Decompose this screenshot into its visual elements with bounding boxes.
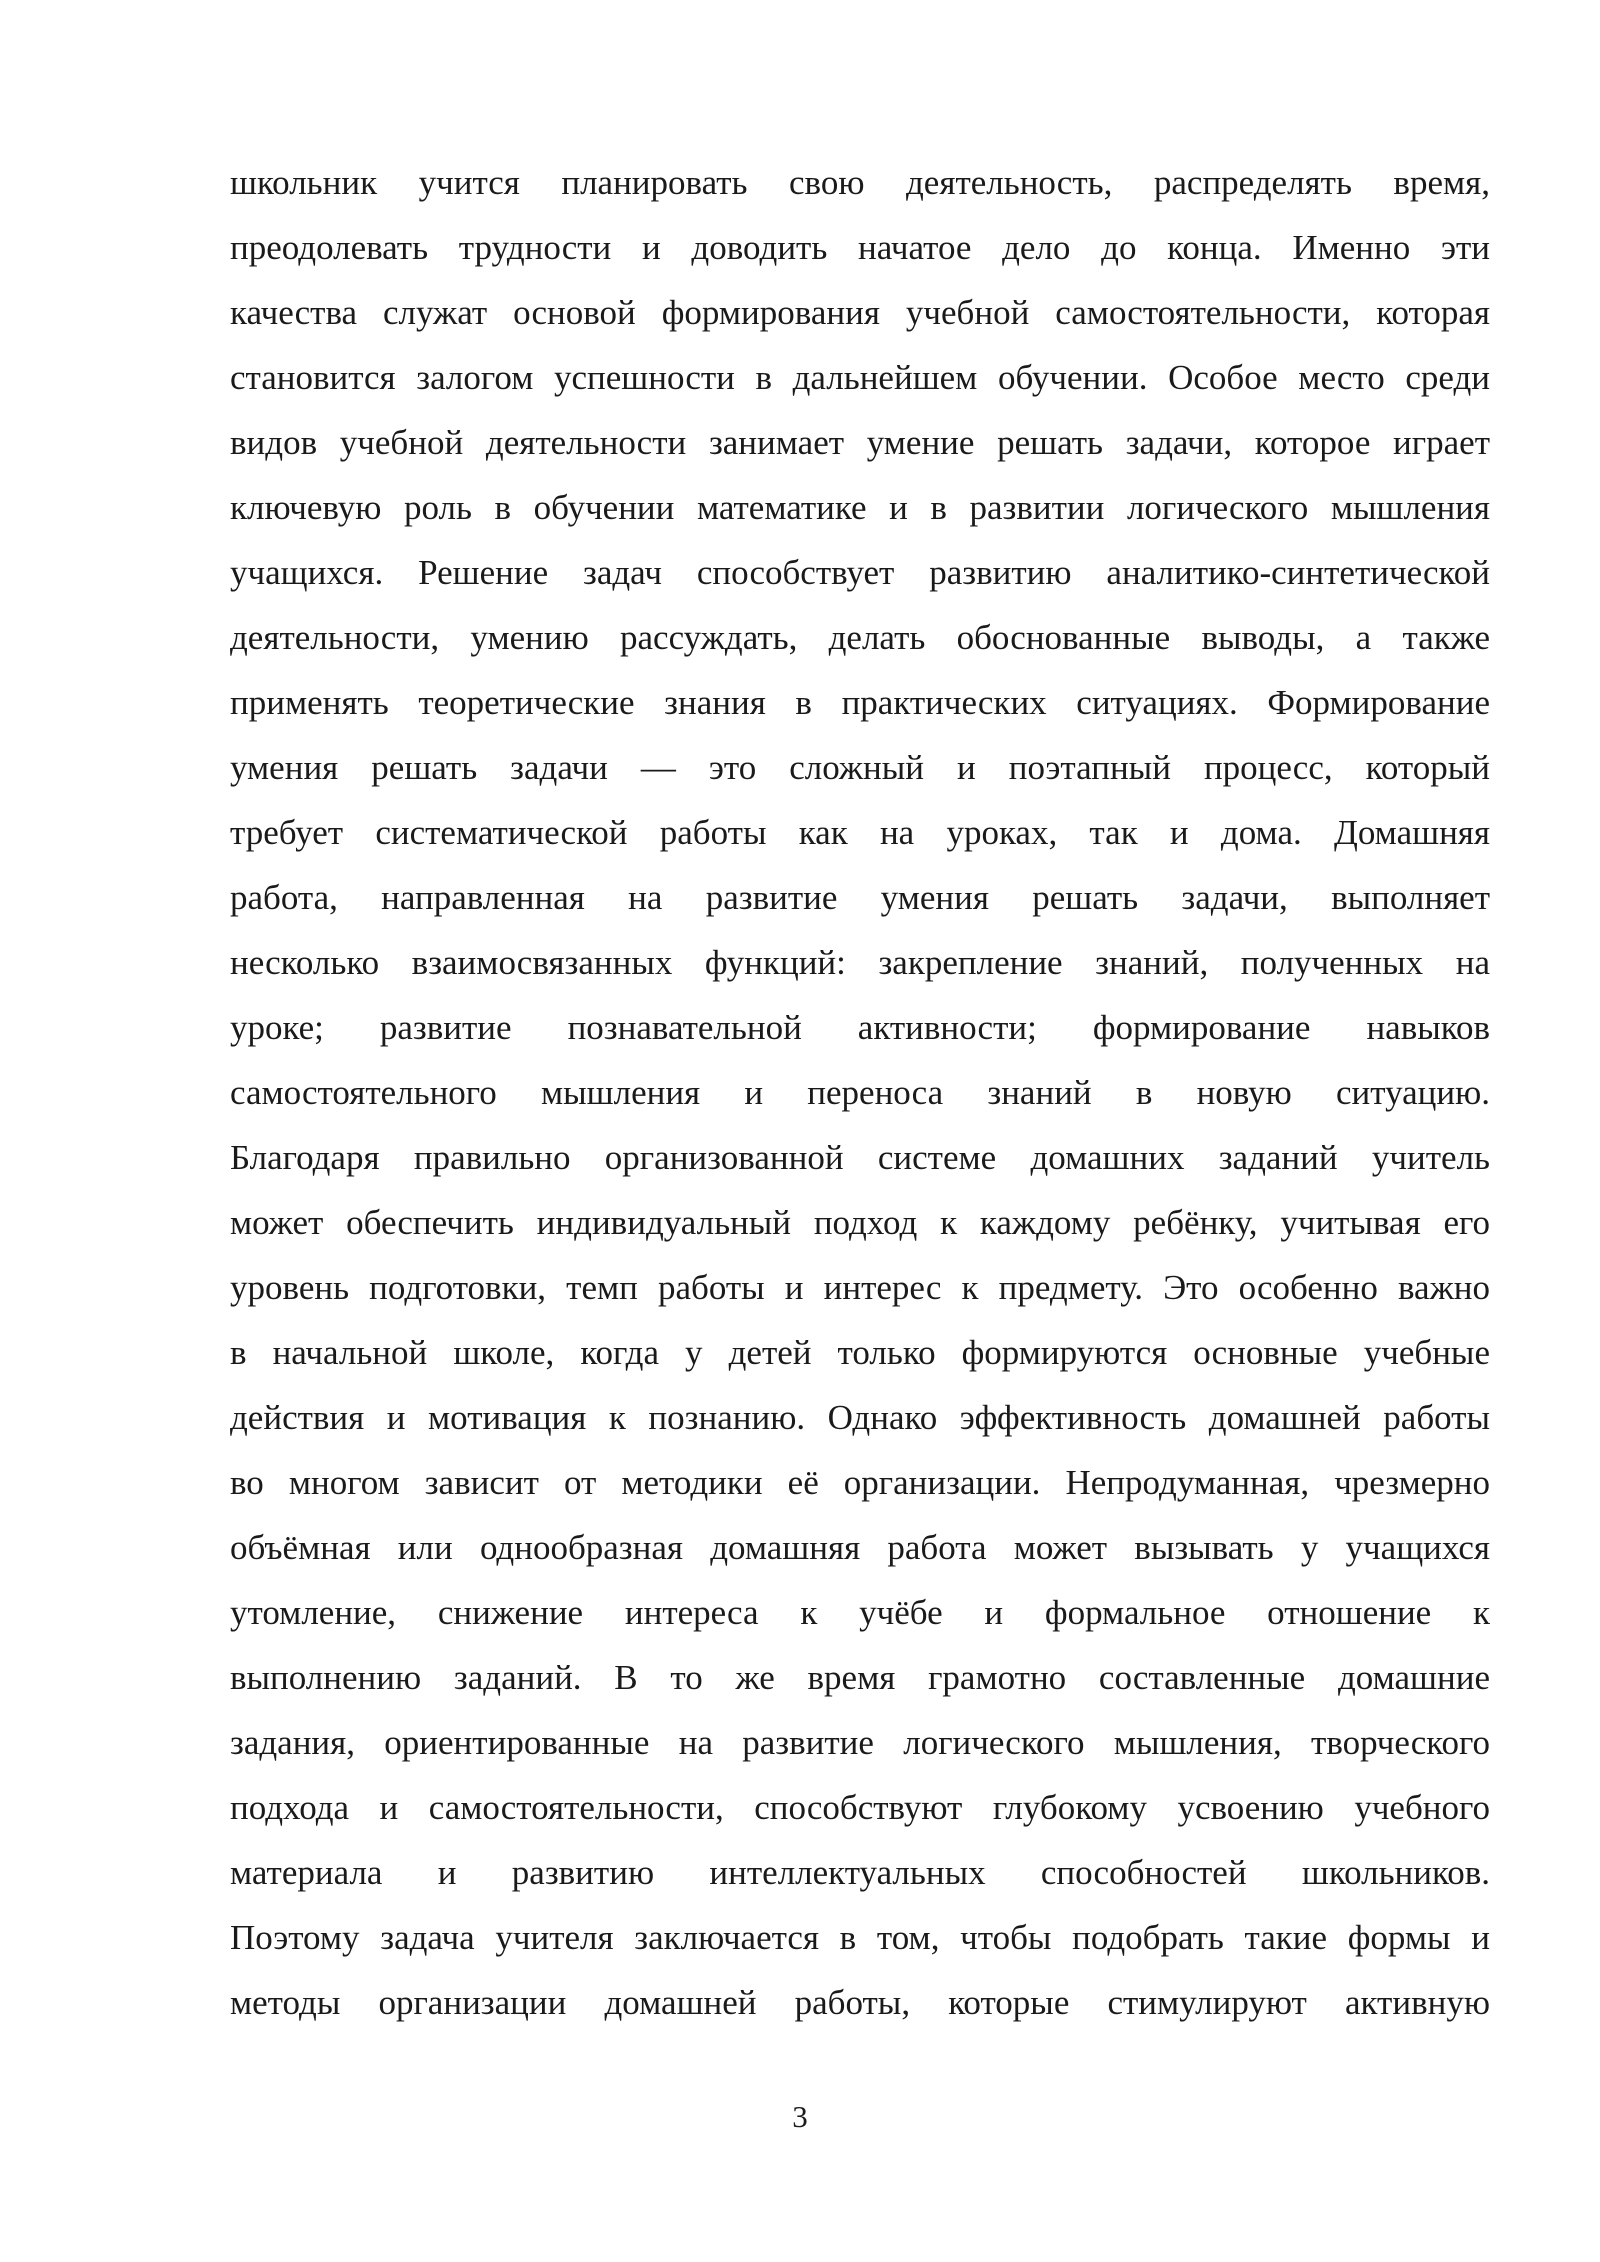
text-line: уровень подготовки, темп работы и интерес к предмету. Это особенно важно: [230, 1268, 1490, 1307]
text-line: задания, ориентированные на развитие логического мышления, творческого: [230, 1723, 1490, 1762]
text-line: действия и мотивация к познанию. Однако эффективность домашней работы: [230, 1398, 1490, 1437]
page-number: 3: [792, 2099, 808, 2134]
text-line: самостоятельного мышления и переноса знаний в новую ситуацию.: [230, 1073, 1490, 1112]
text-line: может обеспечить индивидуальный подход к каждому ребёнку, учитывая его: [230, 1203, 1490, 1242]
text-line: уроке; развитие познавательной активности; формирование навыков: [230, 1008, 1490, 1047]
text-line: в начальной школе, когда у детей только формируются основные учебные: [230, 1333, 1490, 1372]
text-line: преодолевать трудности и доводить начатое дело до конца. Именно эти: [230, 228, 1490, 267]
text-line: Поэтому задача учителя заключается в том, чтобы подобрать такие формы и: [230, 1918, 1490, 1957]
text-line: школьник учится планировать свою деятельность, распределять время,: [230, 163, 1490, 202]
text-line: Благодаря правильно организованной системе домашних заданий учитель: [230, 1138, 1490, 1177]
text-line: учащихся. Решение задач способствует развитию аналитико-синтетической: [230, 553, 1490, 592]
text-line: становится залогом успешности в дальнейшем обучении. Особое место среди: [230, 358, 1490, 397]
text-line: видов учебной деятельности занимает умение решать задачи, которое играет: [230, 423, 1490, 462]
text-line: требует систематической работы как на уроках, так и дома. Домашняя: [230, 813, 1490, 852]
text-line: выполнению заданий. В то же время грамотно составленные домашние: [230, 1658, 1490, 1697]
text-line: методы организации домашней работы, которые стимулируют активную: [230, 1983, 1490, 2022]
text-line: несколько взаимосвязанных функций: закрепление знаний, полученных на: [230, 943, 1490, 982]
text-line: умения решать задачи — это сложный и поэтапный процесс, который: [230, 748, 1490, 787]
text-line: во многом зависит от методики её организации. Непродуманная, чрезмерно: [230, 1463, 1490, 1502]
text-line: объёмная или однообразная домашняя работа может вызывать у учащихся: [230, 1528, 1490, 1567]
body-paragraph: [230, 150, 1490, 2035]
text-line: материала и развитию интеллектуальных способностей школьников.: [230, 1853, 1490, 1892]
text-line: деятельности, умению рассуждать, делать обоснованные выводы, а также: [230, 618, 1490, 657]
text-line: ключевую роль в обучении математике и в развитии логического мышления: [230, 488, 1490, 527]
text-line: качества служат основой формирования учебной самостоятельности, которая: [230, 293, 1490, 332]
text-line: применять теоретические знания в практических ситуациях. Формирование: [230, 683, 1490, 722]
text-line: утомление, снижение интереса к учёбе и формальное отношение к: [230, 1593, 1490, 1632]
text-line: подхода и самостоятельности, способствуют глубокому усвоению учебного: [230, 1788, 1490, 1827]
text-line: работа, направленная на развитие умения решать задачи, выполняет: [230, 878, 1490, 917]
